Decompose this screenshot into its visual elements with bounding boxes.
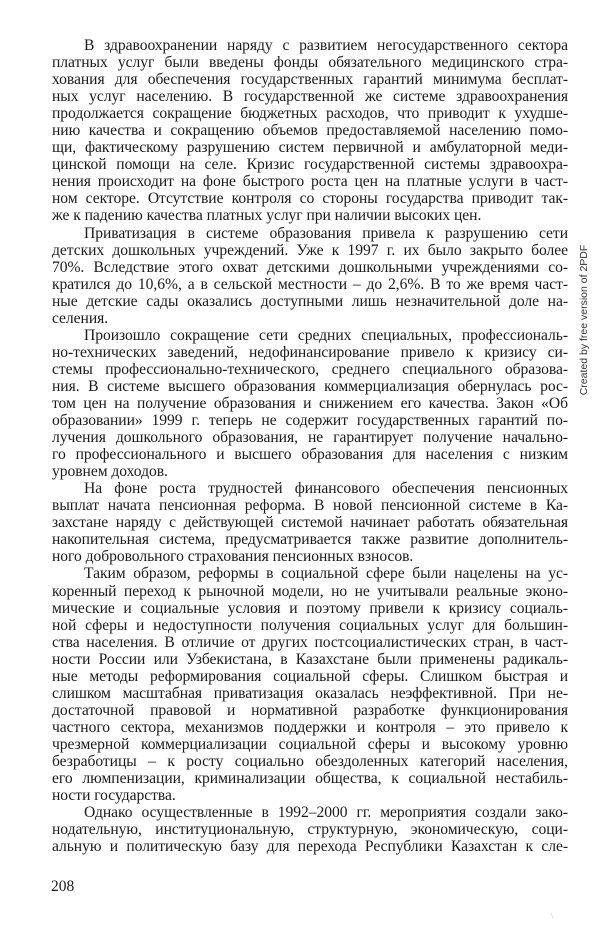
text-line: же к падению качества платных услуг при наличии высоких цен.: [52, 207, 482, 225]
text-line: Таким образом, реформы в социальной сфере были нацелены на ус-: [84, 565, 568, 583]
text-line: ные методы реформирования социальной сферы. Слишком быстрая и: [52, 667, 568, 685]
text-line: нения происходит на фоне быстрого роста цен на платные услуги в част-: [52, 173, 568, 191]
text-line: кратился до 10,6%, а в сельской местности – до 2,6%. В то же время част-: [52, 275, 568, 293]
text-line: щи, фактическому разрушению систем первичной и амбулаторной меди-: [52, 139, 568, 157]
text-line: ства населения. В отличие от других постсоциалистических стран, в част-: [52, 633, 568, 651]
text-line: накопительная система, предусматривается также развитие дополнитель-: [52, 531, 568, 549]
text-line: Приватизация в системе образования привела к разрушению сети: [84, 224, 568, 242]
text-line: 70%. Вследствие этого охват детскими дошкольными учреждениями со-: [52, 258, 568, 276]
text-line: выплат начата пенсионная реформа. В новой пенсионной системе в Ка-: [52, 497, 568, 515]
text-line: цинской помощи на селе. Кризис государственной системы здравоохра-: [52, 156, 568, 174]
text-line: захстане наряду с действующей системой начинает работать обязательная: [52, 514, 568, 532]
paragraph-healthcare: [52, 37, 568, 225]
text-line: лучения дошкольного образования, не гарантирует получение начально-: [52, 429, 568, 447]
text-line: образовании» 1999 г. теперь не содержит государственных гарантий по-: [52, 412, 568, 430]
paragraph-vocational-education: [52, 327, 568, 480]
text-line: го профессионального и высшего образования для населения с низким: [52, 446, 568, 464]
text-line: ного добровольного страхования пенсионных взносов.: [52, 548, 414, 566]
text-line: Произошло сокращение сети средних специальных, профессиональ-: [84, 326, 568, 344]
text-line: том цен на получение образования и снижением его качества. Закон «Об: [52, 394, 568, 412]
text-line: ных услуг населению. В государственной же системе здравоохранения: [52, 88, 568, 106]
text-line: детских дошкольных учреждений. Уже к 1997 г. их было закрыто более: [52, 241, 568, 259]
page-number: 208: [51, 878, 75, 895]
text-line: его люмпенизации, криминализации общества, к социальной нестабиль-: [52, 770, 568, 788]
text-line: чрезмерной коммерциализации социальной сферы и высокому уровню: [52, 735, 568, 753]
text-line: продолжается сокращение бюджетных расходов, что приводит к ухудше-: [52, 105, 568, 123]
text-line: нодательную, институциональную, структурную, экономическую, соци-: [52, 821, 568, 839]
paragraph-reform-summary: [52, 565, 568, 804]
text-line: достаточной правовой и нормативной разработке функционирования: [52, 701, 568, 719]
text-line: мические и социальные условия и поэтому привели к кризису социаль-: [52, 599, 568, 617]
text-line: слишком масштабная приватизация оказалась неэффективной. При не-: [52, 684, 568, 702]
text-line: селения.: [52, 309, 109, 327]
paragraph-preschool-privatization: [52, 225, 568, 327]
text-line: частного сектора, механизмов поддержки и контроля – это привело к: [52, 718, 568, 736]
text-line: коренный переход к рыночной модели, но не учитывали реальные эконо-: [52, 582, 568, 600]
text-line: безработицы – к росту социально обездоленных категорий населения,: [52, 752, 568, 770]
paragraph-pension-reform: [52, 480, 568, 565]
text-line: нию качества и сокращению объемов предоставляемой населению помо-: [52, 122, 568, 140]
text-line: но-технических заведений, недофинансирование привело к кризису си-: [52, 343, 568, 361]
text-line: ния. В системе высшего образования коммерциализация обернулась рос-: [52, 377, 568, 395]
text-line: ной сферы и недоступности получения социальных услуг для большин-: [52, 616, 568, 634]
text-line: ности России или Узбекистана, в Казахстане были применены радикаль-: [52, 650, 568, 668]
text-line: В здравоохранении наряду с развитием негосударственного сектора: [84, 37, 568, 54]
text-line: ном секторе. Отсутствие контроля со стороны государства приводит так-: [52, 190, 568, 208]
text-line: На фоне роста трудностей финансового обеспечения пенсионных: [84, 480, 568, 498]
text-line: платных услуг были введены фонды обязательного медицинского стра-: [52, 54, 568, 72]
text-line: Однако осуществленные в 1992–2000 гг. мероприятия создали зако-: [84, 804, 568, 822]
text-line: стемы профессионально-технического, среднего специального образова-: [52, 360, 568, 378]
text-line: ные детские сады оказались доступными лишь незначительной доле на-: [52, 292, 568, 310]
paragraph-1992-2000-measures: [52, 804, 568, 855]
text-line: хования для обеспечения государственных гарантий минимума бесплат-: [52, 71, 568, 89]
text-line: альную и политическую базу для перехода Республики Казахстан к сле-: [52, 838, 568, 856]
page-body: [52, 37, 568, 855]
text-line: ности государства.: [52, 787, 176, 805]
scan-artifact: \: [551, 912, 553, 920]
text-line: уровнем доходов.: [52, 463, 168, 481]
watermark-text: Created by free version of 2PDF: [578, 244, 590, 396]
